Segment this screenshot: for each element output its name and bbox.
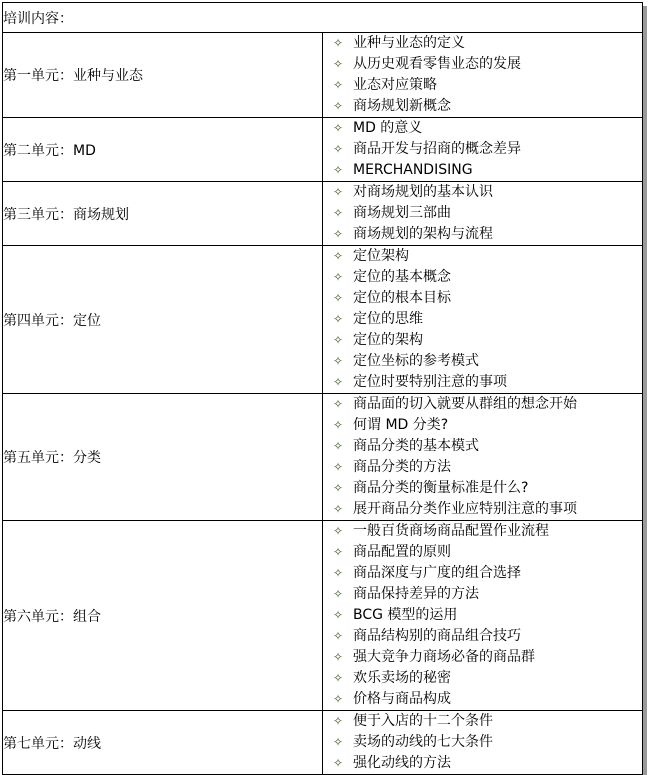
topic-text: 价格与商品构成 bbox=[353, 691, 451, 707]
topic-item bbox=[323, 160, 642, 181]
diamond-bullet-icon: ✧ bbox=[332, 671, 344, 685]
topic-item bbox=[323, 54, 642, 75]
unit-topics-cell bbox=[323, 246, 643, 394]
topic-item bbox=[323, 584, 642, 605]
diamond-bullet-icon: ✧ bbox=[332, 650, 344, 664]
topic-text: 定位的根本目标 bbox=[353, 290, 451, 306]
diamond-bullet-icon: ✧ bbox=[332, 36, 344, 50]
topic-item bbox=[323, 309, 642, 330]
diamond-bullet-icon: ✧ bbox=[332, 418, 344, 432]
header-row bbox=[3, 3, 643, 33]
topic-list bbox=[323, 521, 642, 710]
topic-text: MERCHANDISING bbox=[353, 162, 473, 178]
unit-row bbox=[3, 246, 643, 394]
diamond-bullet-icon: ✧ bbox=[332, 375, 344, 389]
topic-text: 从历史观看零售业态的发展 bbox=[353, 56, 521, 72]
topic-text: 欢乐卖场的秘密 bbox=[353, 670, 451, 686]
topic-text: 展开商品分类作业应特别注意的事项 bbox=[353, 501, 577, 517]
topic-text: 商场规划三部曲 bbox=[353, 205, 451, 221]
topic-item bbox=[323, 478, 642, 499]
diamond-bullet-icon: ✧ bbox=[332, 756, 344, 770]
topic-list bbox=[323, 711, 642, 774]
topic-item bbox=[323, 605, 642, 626]
unit-row bbox=[3, 182, 643, 246]
topic-text: 商品保持差异的方法 bbox=[353, 586, 479, 602]
diamond-bullet-icon: ✧ bbox=[332, 249, 344, 263]
diamond-bullet-icon: ✧ bbox=[332, 121, 344, 135]
diamond-bullet-icon: ✧ bbox=[332, 270, 344, 284]
unit-row bbox=[3, 711, 643, 775]
unit-label: 第三单元：商场规划 bbox=[3, 182, 323, 246]
topic-item bbox=[323, 267, 642, 288]
unit-row bbox=[3, 394, 643, 521]
topic-item bbox=[323, 246, 642, 267]
topic-text: 对商场规划的基本认识 bbox=[353, 184, 493, 200]
diamond-bullet-icon: ✧ bbox=[332, 291, 344, 305]
topic-text: 定位坐标的参考模式 bbox=[353, 353, 479, 369]
topic-text: 定位的基本概念 bbox=[353, 269, 451, 285]
diamond-bullet-icon: ✧ bbox=[332, 587, 344, 601]
topic-item bbox=[323, 118, 642, 139]
diamond-bullet-icon: ✧ bbox=[332, 439, 344, 453]
diamond-bullet-icon: ✧ bbox=[332, 163, 344, 177]
unit-label: 第二单元：MD bbox=[3, 118, 323, 182]
topic-text: 卖场的动线的七大条件 bbox=[353, 734, 493, 750]
topic-item bbox=[323, 753, 642, 774]
diamond-bullet-icon: ✧ bbox=[332, 545, 344, 559]
diamond-bullet-icon: ✧ bbox=[332, 714, 344, 728]
topic-item bbox=[323, 33, 642, 54]
unit-label: 第六单元：组合 bbox=[3, 521, 323, 711]
topic-item bbox=[323, 647, 642, 668]
table-header: 培训内容： bbox=[3, 3, 643, 33]
unit-topics-cell bbox=[323, 33, 643, 118]
diamond-bullet-icon: ✧ bbox=[332, 608, 344, 622]
topic-text: 商品分类的方法 bbox=[353, 459, 451, 475]
diamond-bullet-icon: ✧ bbox=[332, 460, 344, 474]
topic-item bbox=[323, 394, 642, 415]
topic-item bbox=[323, 521, 642, 542]
topic-item bbox=[323, 182, 642, 203]
unit-row bbox=[3, 118, 643, 182]
diamond-bullet-icon: ✧ bbox=[332, 354, 344, 368]
topic-item bbox=[323, 542, 642, 563]
diamond-bullet-icon: ✧ bbox=[332, 142, 344, 156]
topic-item bbox=[323, 436, 642, 457]
topic-item bbox=[323, 563, 642, 584]
diamond-bullet-icon: ✧ bbox=[332, 185, 344, 199]
topic-text: 一般百货商场商品配置作业流程 bbox=[353, 523, 549, 539]
diamond-bullet-icon: ✧ bbox=[332, 227, 344, 241]
topic-text: MD 的意义 bbox=[353, 120, 423, 136]
topic-text: 商品配置的原则 bbox=[353, 544, 451, 560]
topic-item bbox=[323, 668, 642, 689]
topic-text: 强化动线的方法 bbox=[353, 755, 451, 771]
topic-item bbox=[323, 732, 642, 753]
topic-text: 定位的架构 bbox=[353, 332, 423, 348]
unit-label: 第四单元：定位 bbox=[3, 246, 323, 394]
topic-text: 商场规划的架构与流程 bbox=[353, 226, 493, 242]
topic-text: 商品深度与广度的组合选择 bbox=[353, 565, 521, 581]
training-content-table bbox=[2, 2, 643, 775]
topic-item bbox=[323, 288, 642, 309]
unit-topics-cell bbox=[323, 711, 643, 775]
topic-text: 商品分类的基本模式 bbox=[353, 438, 479, 454]
diamond-bullet-icon: ✧ bbox=[332, 481, 344, 495]
topic-item bbox=[323, 372, 642, 393]
diamond-bullet-icon: ✧ bbox=[332, 99, 344, 113]
topic-item bbox=[323, 415, 642, 436]
topic-item bbox=[323, 203, 642, 224]
topic-item bbox=[323, 626, 642, 647]
unit-label: 第七单元：动线 bbox=[3, 711, 323, 775]
diamond-bullet-icon: ✧ bbox=[332, 333, 344, 347]
topic-text: 商品开发与招商的概念差异 bbox=[353, 141, 521, 157]
diamond-bullet-icon: ✧ bbox=[332, 502, 344, 516]
topic-item bbox=[323, 457, 642, 478]
unit-label: 第五单元：分类 bbox=[3, 394, 323, 521]
topic-item bbox=[323, 75, 642, 96]
topic-text: 商品分类的衡量标准是什么? bbox=[353, 480, 529, 496]
topic-text: 何谓 MD 分类? bbox=[353, 417, 449, 433]
diamond-bullet-icon: ✧ bbox=[332, 312, 344, 326]
topic-item bbox=[323, 499, 642, 520]
unit-row bbox=[3, 521, 643, 711]
topic-list bbox=[323, 182, 642, 245]
topic-text: BCG 模型的运用 bbox=[353, 607, 458, 623]
diamond-bullet-icon: ✧ bbox=[332, 524, 344, 538]
topic-item bbox=[323, 351, 642, 372]
topic-item bbox=[323, 689, 642, 710]
topic-text: 商品面的切入就要从群组的想念开始 bbox=[353, 396, 577, 412]
topic-item bbox=[323, 139, 642, 160]
topic-item bbox=[323, 224, 642, 245]
topic-text: 强大竞争力商场必备的商品群 bbox=[353, 649, 535, 665]
diamond-bullet-icon: ✧ bbox=[332, 206, 344, 220]
unit-topics-cell bbox=[323, 118, 643, 182]
topic-item bbox=[323, 96, 642, 117]
unit-topics-cell bbox=[323, 521, 643, 711]
topic-list bbox=[323, 246, 642, 393]
diamond-bullet-icon: ✧ bbox=[332, 735, 344, 749]
topic-text: 定位架构 bbox=[353, 248, 409, 264]
diamond-bullet-icon: ✧ bbox=[332, 397, 344, 411]
topic-text: 业种与业态的定义 bbox=[353, 35, 465, 51]
topic-list bbox=[323, 118, 642, 181]
topic-item bbox=[323, 330, 642, 351]
topic-list bbox=[323, 394, 642, 520]
unit-row bbox=[3, 33, 643, 118]
topic-text: 定位时要特别注意的事项 bbox=[353, 374, 507, 390]
unit-label: 第一单元：业种与业态 bbox=[3, 33, 323, 118]
diamond-bullet-icon: ✧ bbox=[332, 692, 344, 706]
topic-text: 便于入店的十二个条件 bbox=[353, 713, 493, 729]
diamond-bullet-icon: ✧ bbox=[332, 57, 344, 71]
diamond-bullet-icon: ✧ bbox=[332, 78, 344, 92]
unit-topics-cell bbox=[323, 394, 643, 521]
diamond-bullet-icon: ✧ bbox=[332, 566, 344, 580]
topic-item bbox=[323, 711, 642, 732]
topic-text: 定位的思维 bbox=[353, 311, 423, 327]
topic-text: 业态对应策略 bbox=[353, 77, 437, 93]
diamond-bullet-icon: ✧ bbox=[332, 629, 344, 643]
topic-text: 商品结构别的商品组合技巧 bbox=[353, 628, 521, 644]
topic-list bbox=[323, 33, 642, 117]
topic-text: 商场规划新概念 bbox=[353, 98, 451, 114]
unit-topics-cell bbox=[323, 182, 643, 246]
